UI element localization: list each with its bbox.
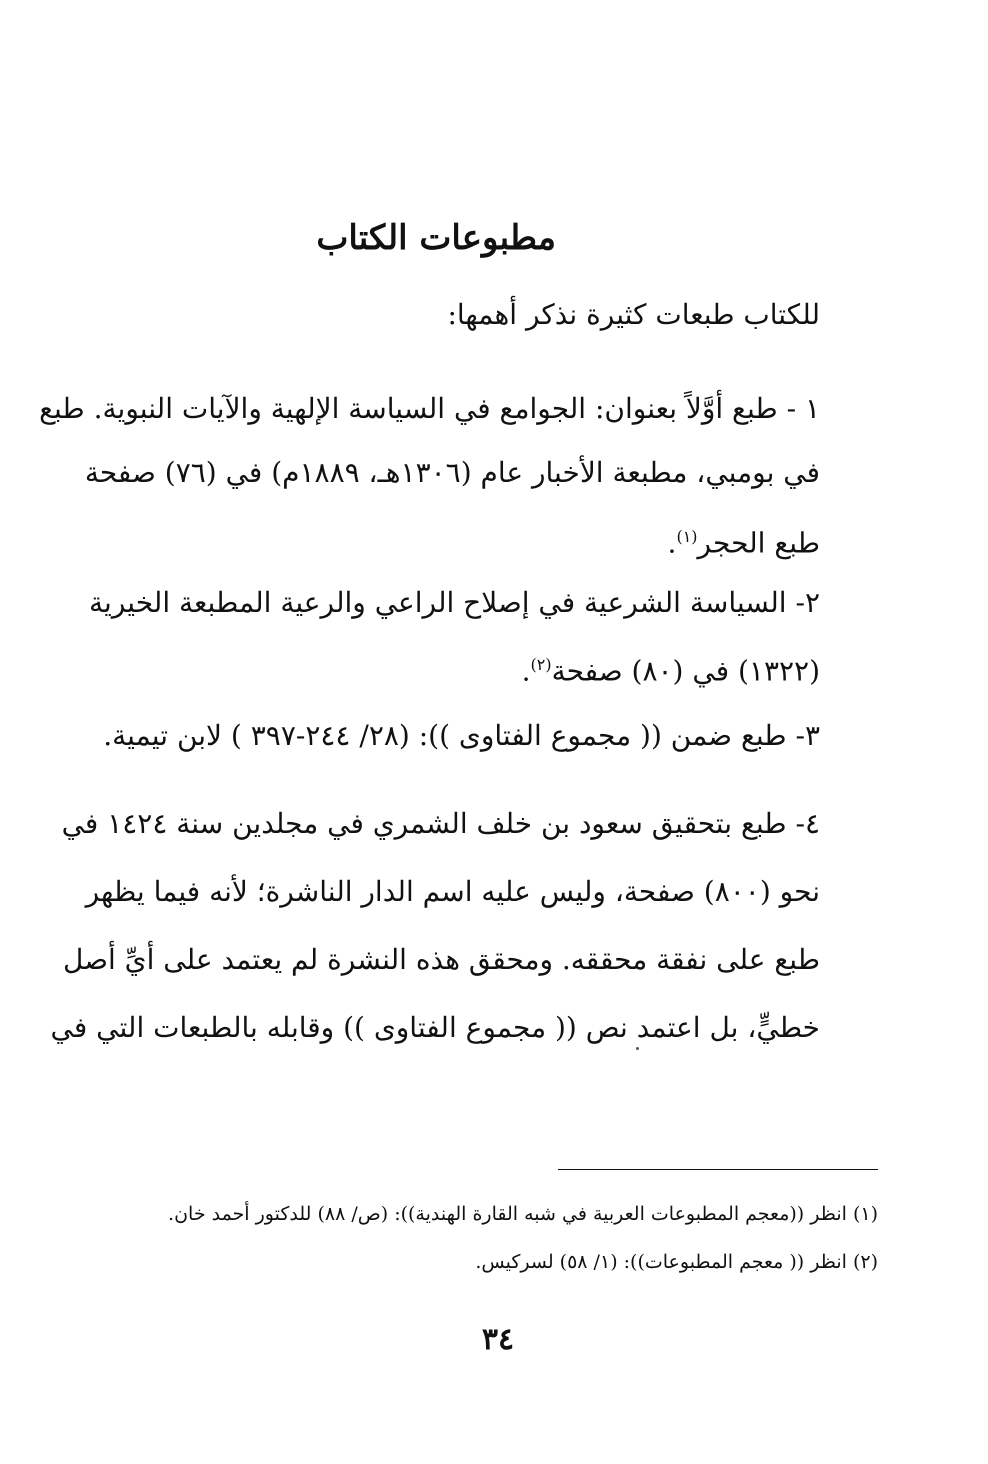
item-line-text: (١٣٢٢) في (٨٠) صفحة [551,654,820,688]
intro-paragraph: للكتاب طبعات كثيرة نذكر أهمها: [447,298,820,331]
item-line: طبع على نفقة محققه. ومحقق هذه النشرة لم يعتمد على أيِّ أصل [63,943,820,976]
item-line: خطيٍّ، بل اعتمد نص (( مجموع الفتاوى )) وقابله بالطبعات التي في [50,1011,820,1044]
edition-item-3 [103,706,820,766]
item-line: في بومبي، مطبعة الأخبار عام (١٣٠٦هـ، ١٨٨٩م) في (٧٦) صفحة [84,456,820,489]
edition-item-4 [50,790,820,1062]
edition-item-1 [39,377,820,575]
item-line: نحو (٨٠٠) صفحة، وليس عليه اسم الدار الناشرة؛ لأنه فيما يظهر [85,875,820,908]
footnotes [138,1190,878,1286]
section-heading-text: مطبوعات الكتاب [316,218,556,258]
page-number: ٣٤ [481,1322,515,1357]
item-line: (١٣٢٢) في (٨٠) صفحة$^{(٢)}$. [521,654,820,688]
footnote-2: (٢) انظر (( معجم المطبوعات)): (١/ ٥٨) لسركيس. [475,1251,878,1273]
item-line: ٤- طبع بتحقيق سعود بن خلف الشمري في مجلدين سنة ١٤٢٤ في [61,807,820,840]
print-speck [636,1047,639,1050]
footnote-ref: (١) [676,527,698,546]
item-line: طبع الحجر$^{(١)}$. [667,526,820,560]
item-line-text: طبع الحجر [697,526,820,560]
footnote-divider [558,1169,878,1170]
section-heading [318,218,578,258]
item-line: ١ - طبع أوَّلاً بعنوان: الجوامع في السياسة الإلهية والآيات النبوية. طبع [39,392,820,425]
edition-item-2 [89,572,820,702]
item-line: ٣- طبع ضمن (( مجموع الفتاوى )): (٢٨/ ٢٤٤-٣٩٧ ) لابن تيمية. [103,719,820,752]
item-line: ٢- السياسة الشرعية في إصلاح الراعي والرعية المطبعة الخيرية [89,586,820,619]
footnote-1: (١) انظر ((معجم المطبوعات العربية في شبه القارة الهندية)): (ص/ ٨٨) للدكتور أحمد خان. [168,1203,878,1225]
footnote-ref: (٢) [530,655,552,674]
